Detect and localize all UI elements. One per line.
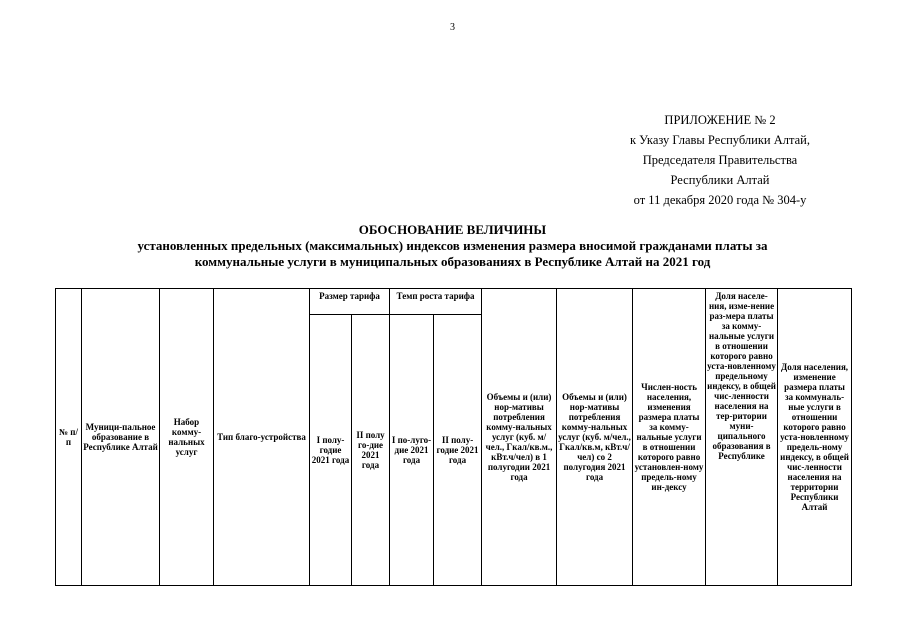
header-services: Набор комму-нальных услуг bbox=[160, 289, 214, 586]
header-share-municipal: Доля населе-ния, изме-нение раз-мера платы за комму-нальные услуги в отношении которого равно уста-новленному предельному индексу, в общей чис-ленности населения на тер-ритории муни-ципального образования в Республике bbox=[706, 289, 778, 586]
heading-line-2: установленных предельных (максимальных) индексов изменения размера вносимой гражданами платы за bbox=[137, 238, 768, 253]
header-tariff-h2: II полу го-дие 2021 года bbox=[352, 315, 390, 586]
header-population: Числен-ность населения, изменения размера платы за комму-нальные услуги в отношении которого равно установлен-ному предель-ному ин-дексу bbox=[633, 289, 706, 586]
justification-table bbox=[55, 288, 851, 586]
header-improvement-type: Тип благо-устройства bbox=[214, 289, 310, 586]
header-volume-h2: Объемы и (или) нор-мативы потребления комму-нальных услуг (куб. м/чел., Гкал/кв.м, кВт.ч/чел) со 2 полугодия 2021 года bbox=[557, 289, 633, 586]
heading-line-3: коммунальные услуги в муниципальных образованиях в Республике Алтай на 2021 год bbox=[194, 254, 711, 269]
header-number: № п/п bbox=[56, 289, 82, 586]
appendix-republic: Республики Алтай bbox=[670, 173, 770, 187]
appendix-decree: к Указу Главы Республики Алтай, bbox=[629, 133, 810, 147]
header-volume-h1: Объемы и (или) нор-мативы потребления комму-нальных услуг (куб. м/чел., Гкал/кв.м., кВт.ч/чел) в 1 полугодии 2021 года bbox=[482, 289, 557, 586]
header-share-republic: Доля населения, изменение размера платы за коммуналь-ные услуги в отношении которого равно уста-новленному предель-ному индексу, в общей чис-ленности населения на территории Республики Алтай bbox=[778, 289, 852, 586]
header-growth-h2: II полу-годие 2021 года bbox=[434, 315, 482, 586]
header-tariff-h1: I полу-годие 2021 года bbox=[310, 315, 352, 586]
header-growth-group: Темп роста тарифа bbox=[390, 289, 482, 315]
appendix-block bbox=[585, 110, 855, 210]
page-number: 3 bbox=[450, 22, 455, 33]
header-tariff-group: Размер тарифа bbox=[310, 289, 390, 315]
header-growth-h1: I по-луго-дие 2021 года bbox=[390, 315, 434, 586]
header-municipality: Муници-пальное образование в Республике Алтай bbox=[82, 289, 160, 586]
appendix-date: от 11 декабря 2020 года № 304-у bbox=[633, 193, 807, 207]
appendix-title: ПРИЛОЖЕНИЕ № 2 bbox=[664, 113, 776, 127]
document-heading bbox=[0, 222, 905, 270]
appendix-position: Председателя Правительства bbox=[642, 153, 798, 167]
heading-title: ОБОСНОВАНИЕ ВЕЛИЧИНЫ bbox=[358, 222, 547, 237]
